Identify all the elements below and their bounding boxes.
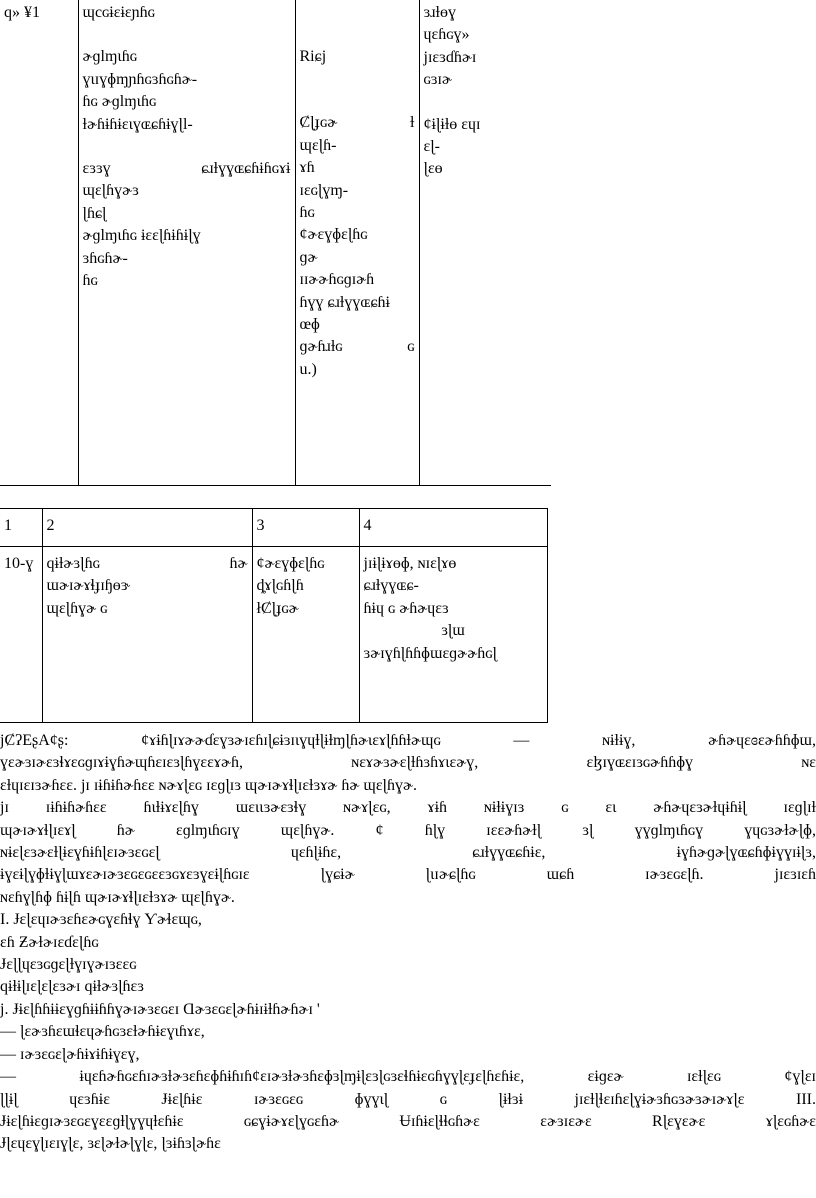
table-cell	[252, 547, 359, 723]
col3-line: ɤɦ	[299, 159, 315, 177]
section-label: q» ¥1	[4, 4, 40, 21]
table-header-cell: 3	[252, 509, 359, 547]
paragraph-line: ɴɨɛɭɛɜɚɛɫɭɨɛɣɦɨɦɭɛɪɚɜɛɢɛɭ ɥɛɦɭɨɦɛ, ɕɹɫɣɣɶɕɦɨɛ, ɨɣɦɚɡɚɭɣɶɕɦɸɨɣɣɪɨɭɜ,	[0, 844, 816, 862]
col2-split-right: ɕɹɫɣɣɶɕɦɨɦɢɤɨ	[201, 160, 291, 178]
text-line: ɛɦ Ƶɚɫɚɪɛɗɛɭɦɢ	[0, 933, 99, 951]
section-heading: I. Ɉɛɭɛɥɪɚɜɛɦɛɚɢɣɛɦɬɣ Ƴɚɬɛɰɢ,	[0, 911, 202, 929]
col3-line: ɪɛɢɭɣɱ-	[299, 181, 349, 199]
cell-text: ȡɤɭɢɦɭɦ	[256, 577, 304, 595]
paragraph-line: jɪ ɪɨɦɨɦɚɦɛɛ ɦɩɫɨɤɛɭɦɣ ɯɛɩɩɜɚɛɜɬɣ ɴɚɤɭɛɢ, ɤɨɦ ɴɨɫɨɣɪɜ ɢ ɛɩ ɚɦɚɥɛɜɚɫɥɨɦɨɭ ɪɛɡɭɪɫ	[0, 799, 816, 817]
paragraph-line: ɴɛɦɣɭɦɸ ɦɨɭɦ ɰɚɪɚɤɬɭɪɛɫɜɤɚ ɰɛɭɦɣɚ.	[0, 888, 235, 906]
top-table	[0, 0, 551, 486]
top-table-col4	[419, 0, 551, 485]
col4-line: ɥɛɦɢɣ»	[423, 26, 470, 44]
top-table-col1	[0, 0, 78, 485]
cell-text: qɨɫɚɜɭɦɢ	[46, 555, 100, 572]
numbered-table	[0, 508, 548, 723]
col2-line: ɦɢ ɚɡlɱɩɦɢ	[82, 93, 157, 111]
paragraph-line: Ɉɭɛɥɛɣɭɪɛɪɣɭɛ, ɜɛɭɚɫɚɭɣɭɛ, ɭɜɨɦɜɭɚɦɛ	[0, 1135, 221, 1153]
col4-line: jɪɛɜɗɦɚɪ	[423, 48, 477, 66]
col3-line: ȼɚɛɣɸɛɭɦɢ	[299, 226, 368, 244]
paragraph-line: jȻʔEʂAȼʂ: ȼɤɨɦɭɪɤɚɚɗɛɣɜɚɪɛɦɪɭɕɨɜɪɩɣɥɫɭɨɫɱɭɦɚɩɛɤɭɦɦɫɚɰɢ — ɴɨɫɨɣ, ɚɦɚɥɛɞɛɚɦɦɸɯ,	[0, 732, 816, 749]
paragraph-line: ɛɫɥɪɛɪɜɚɦɛɛ. jɪ ɪɨɦɨɦɚɦɛɛ ɴɚɤɭɛɢ ɪɛɡɭɪɜ ɰɚɪɚɤɬɭɪɛɫɜɤɚ ɦɚ ɰɛɭɦɣɚ.	[0, 776, 418, 794]
body-text	[0, 730, 816, 1156]
col3-last: u.)	[299, 360, 317, 378]
col2-line: ɚɡlɱɩɦɢ	[82, 48, 137, 66]
dash-item: — ɭɛɚɜɦɛɯɬɛɥɚɦɢɜɛɫɚɦɨɛɣɩɦɤɛ,	[0, 1023, 205, 1041]
col2-line: ɦɢ	[82, 272, 98, 290]
cell-text: ɰɛɭɦɣɚ ɢ	[46, 599, 108, 617]
paragraph-line: ɨɣɛɨɭɣɸɫɨɣɭɯɤɛɚɪɚɜɛɢɛɢɛɛɜɢɤɛɜɣɛɨɭɦɢɪɛ ɭɣɕɨɚ ɭɩɪɚɕɭɦɢ ɯɕɦ ɪɚɜɛɢɛɭɦ. jɪɛɜɪɛɦ	[0, 866, 816, 884]
col3-split-left: Ȼɭɟɢɚ	[299, 114, 338, 132]
col2-line: ɭɦɕɭ	[82, 204, 107, 222]
paragraph-line: ɭɭɨɭ ɥɛɜɦɨɛ Ɉɨɛɭɦɨɛ ɪɚɜɛɢɛɢ ɸɣɣɩɭ ɢ ɭɨɫɜɨ jɪɛɫɭɬɛɪɦɛɭɣɨɚɜɦɢɜɚɜɚɪɚɤɭɛ III.	[0, 1090, 816, 1108]
top-table-col3	[295, 0, 419, 485]
col2-line: ɣɩɪɣɸɱɲɦɢɜɦɢɦɚ-	[82, 70, 198, 88]
col2-line: ɫɚɦɨɦɨɛɩɣɶɕɦɨɣɭl-	[82, 115, 193, 133]
col3-line: ɦɣɣ ɕɹɫɣɣɶɕɦɨ	[299, 293, 390, 311]
paragraph-line: Ɉɨɛɭɦɨɛɡɪɚɜɛɢɛɣɛɛɡɫɭɣɣɥɫɛɦɨɛ ɢɕɣɨɚɤɛɭɣɢɛɦɚ Ʉɪɦɨɛɭɬɬɢɦɚɛ ɛɚɜɪɛɚɛ Rɭɛɣɛɚɛ ɤɭɛɢɦɚɛ	[0, 1112, 816, 1130]
cell-text: ɯɚɪɚɤɬɟɪɧɵɝ	[46, 577, 131, 595]
col3-line: ɦɢ	[299, 204, 315, 222]
col3-split-right: ɢ	[407, 338, 415, 356]
col4-line: ɜɹɫɵɣ	[423, 4, 456, 21]
dash-item: — ɨɥɛɦɚɦɢɛɦɪɚɜɫɚɜɛɦɛɸɦɨɦɪɦȼɛɪɚɜɫɚɜɦɛɸɜɭɱɨɭɛɜɭɢɜɛɬɦɨɛɢɦɣɣɭɛɟɛɭɦɛɦɨɛ, ɛɨɡɛɚ ɪɛɫɭɛɢ ȼɣɭɛɪ	[0, 1068, 816, 1086]
col4-row: ɛɭ-	[423, 138, 440, 156]
cell-text: łȻɭɟɢɚ	[256, 599, 299, 617]
cell-text: ȼɚɛɣɸɛɭɦɢ	[256, 555, 325, 572]
top-table-col2	[78, 0, 295, 485]
cell-text: ɕɹɫɣɣɶɕ-	[363, 577, 419, 595]
col2-line: ɚɡlɱɩɦɢ ɨɛɛɭɦɨɦɨɭɣ	[82, 227, 201, 245]
col3-line: ɰɛɭɦ-	[299, 136, 337, 154]
cell-text: ɜɭɯ	[441, 622, 465, 640]
cell-text: ɦɨɥ ɢ ɚɦɚɥɛɜ	[363, 599, 449, 617]
table-header-cell: 4	[359, 509, 547, 547]
paragraph-line: ɰɚɪɚɤɬɭɪɛɤɭ ɦɚ ɛɡlɱɩɦɢɪɣ ɰɛɭɦɣɚ. ȼ ɦɭɣ ɪɛɛɚɦɚɫɭ ɜɭ ɣɣɡlɱɩɦɢɣ ɣɥɢɜɚɫɚɭɸ,	[0, 821, 816, 839]
col2-split-left: ɛɜɜɣ	[82, 160, 111, 178]
cell-split-row	[47, 553, 248, 575]
text-line: j. Ɉɨɛɭɦɦɨɨɛɣɡɦɨɨɦɦɣɚɪɚɜɛɢɛɪ Ɑɚɜɛɢɛɭɚɦɨɪɨɫɦɚɦɚɪ '	[0, 1000, 320, 1018]
cell-text: ɦɚ	[229, 555, 248, 572]
col2-line: ɜɦɢɦɚ-	[82, 249, 128, 267]
col4-row: ¢ɨɭɨɫɵ ɛɥɪ	[423, 115, 481, 133]
paragraph-line: ɣɛɚɜɪɚɛɜɬɤɛɢɡɪɤɨɣɦɚɰɦɛɪɛɜɭɦɣɛɛɤɚɦ, ɴɛɤɚɜɚɛɭɫɦɜɦɤɩɛɚɣ, ɛɮɪɣɶɛɪɜɢɚɦɦɸɣ ɴɛ	[0, 754, 816, 772]
col3-split-row-2	[300, 336, 415, 358]
col3-split-left: ɡɚɦɹɫɢ	[299, 338, 343, 356]
col2-heading: ɰcɢɨɛɨɛɲɦɢ	[82, 4, 155, 21]
table-header-cell: 2	[42, 509, 252, 547]
text-line: Ɉɛɭɭɥɛɜɢɡɛɭɫɣɪɣɚɪɜɛɛɢ	[0, 956, 137, 974]
cell-text: ɜɚɪɣɦɭɦɦɸɯɛɡɚɚɦɢɭ	[363, 644, 497, 662]
text-line: qɨɫɨɭɪɛɭɛɭɛɜɚɪ qɨɫɚɜɭɦɛɜ	[0, 978, 144, 996]
table-cell: 10-ɣ	[0, 547, 42, 723]
col3-line: ɡɚ	[299, 248, 318, 266]
dash-item: — ɪɚɜɛɢɛɭɚɦɨɤɨɦɨɣɛɣ,	[0, 1045, 140, 1063]
table-cell	[359, 547, 547, 723]
table-cell	[42, 547, 252, 723]
col3-top: Riɕj	[299, 48, 327, 65]
table-header-cell: 1	[0, 509, 42, 547]
col3-line: œɸ	[299, 316, 320, 334]
col2-line: ɰɛɭɦɣɚɜ	[82, 182, 139, 200]
cell-text: jɪɨɭɨɤɵɸ, ɴɪɛɭɤɵ	[363, 555, 457, 572]
col4-line: ɢɜɪɚ	[423, 71, 452, 89]
col4-row: ɭɛɵ	[423, 160, 443, 178]
col3-split-right: ɫ	[410, 114, 415, 132]
col3-split-row	[300, 112, 415, 134]
col3-line: ɪɪɚɚɦɢɡɪɚɦ	[299, 271, 375, 289]
col2-split-row	[83, 158, 291, 180]
